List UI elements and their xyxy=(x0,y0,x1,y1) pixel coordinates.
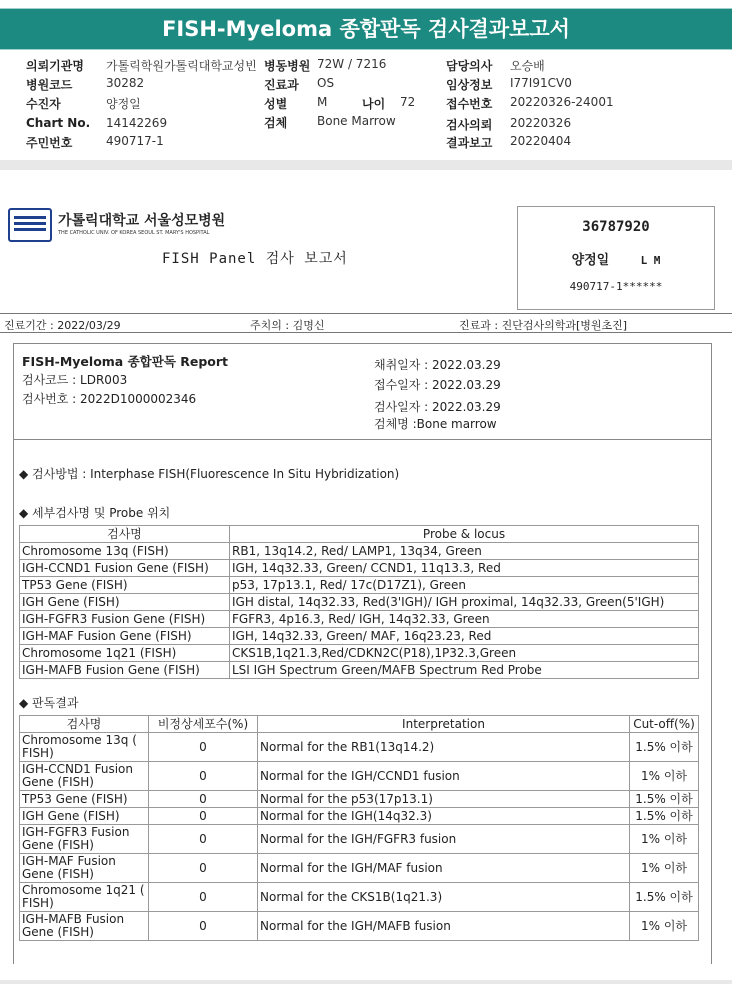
probe-cell: IGH distal, 14q32.33, Red(3'IGH)/ IGH proximal, 14q32.33, Green(5'IGH) xyxy=(230,594,699,611)
table-header: 비정상세포수(%) xyxy=(149,716,258,733)
table-row xyxy=(20,791,699,808)
test-name-cell: TP53 Gene (FISH) xyxy=(20,791,149,808)
table-row xyxy=(20,662,699,679)
table-row xyxy=(20,543,699,560)
hospital-code-label: 병원코드 xyxy=(26,78,73,92)
probe-cell: IGH, 14q32.33, Green/ CCND1, 11q13.3, Red xyxy=(230,560,699,577)
table-row xyxy=(20,594,699,611)
visit-date: 진료기간 : 2022/03/29 xyxy=(4,319,121,332)
table-header: 검사명 xyxy=(20,716,149,733)
interpretation-cell: Normal for the IGH/MAF fusion xyxy=(258,854,630,883)
patient-name: 양정일 L M xyxy=(571,253,661,268)
sex-value: M xyxy=(317,95,328,109)
sex-label: 성별 xyxy=(264,97,288,111)
doctor-value: 오승배 xyxy=(510,59,545,73)
table-row xyxy=(20,560,699,577)
cutoff-cell: 1.5% 이하 xyxy=(630,808,699,825)
clinical-label: 임상정보 xyxy=(446,78,493,92)
hospital-name: 가톨릭대학교 서울성모병원 xyxy=(58,213,226,229)
report-value: 20220404 xyxy=(510,134,572,148)
visit-department: 진료과 : 진단검사의학과[병원초진] xyxy=(459,319,628,332)
probe-cell: FGFR3, 4p16.3, Red/ IGH, 14q32.33, Green xyxy=(230,611,699,628)
specimen-label: 검체 xyxy=(264,116,288,130)
table-header: Interpretation xyxy=(258,716,630,733)
interpretation-cell: Normal for the IGH(14q32.3) xyxy=(258,808,630,825)
probe-table xyxy=(19,525,699,679)
abnormal-count-cell: 0 xyxy=(149,733,258,762)
receipt-date: 접수일자 : 2022.03.29 xyxy=(374,378,501,392)
test-code: 검사코드 : LDR003 xyxy=(22,373,128,387)
cutoff-cell: 1% 이하 xyxy=(630,825,699,854)
interpretation-cell: Normal for the RB1(13q14.2) xyxy=(258,733,630,762)
probe-cell: LSI IGH Spectrum Green/MAFB Spectrum Red Probe xyxy=(230,662,699,679)
test-name-cell: Chromosome 1q21 ( FISH) xyxy=(20,883,149,912)
table-row xyxy=(20,628,699,645)
abnormal-count-cell: 0 xyxy=(149,883,258,912)
report-banner-title: FISH-Myeloma 종합판독 검사결과보고서 xyxy=(0,8,732,50)
patient-id: 36787920 xyxy=(582,219,650,235)
visit-info-line xyxy=(0,313,732,333)
hospital-name-en: THE CATHOLIC UNIV. OF KOREA SEOUL ST. MARY'S HOSPITAL xyxy=(58,230,210,236)
rrn-value: 490717-1 xyxy=(106,134,164,148)
patient-id-box xyxy=(517,206,715,310)
test-name-cell: IGH Gene (FISH) xyxy=(20,594,230,611)
cutoff-cell: 1% 이하 xyxy=(630,762,699,791)
hospital-code-value: 30282 xyxy=(106,76,145,90)
test-name-cell: IGH-MAF Fusion Gene (FISH) xyxy=(20,628,230,645)
interpretation-cell: Normal for the IGH/MAFB fusion xyxy=(258,912,630,941)
receipt-no-label: 접수번호 xyxy=(446,97,493,111)
institution-value: 가톨릭학원가톨릭대학교성빈 xyxy=(106,59,257,73)
table-row xyxy=(20,762,699,791)
table-row xyxy=(20,577,699,594)
probe-cell: RB1, 13q14.2, Red/ LAMP1, 13q34, Green xyxy=(230,543,699,560)
result-table xyxy=(19,715,699,941)
table-row xyxy=(20,808,699,825)
test-name-cell: Chromosome 1q21 (FISH) xyxy=(20,645,230,662)
specimen-value: Bone Marrow xyxy=(317,114,396,128)
result-section-title: ◆ 판독결과 xyxy=(19,696,79,710)
chart-no-label: Chart No. xyxy=(26,116,91,130)
patient-rrn: 490717-1****** xyxy=(569,280,663,293)
table-header-row xyxy=(20,526,699,543)
report-label: 결과보고 xyxy=(446,136,493,150)
doctor-label: 담당의사 xyxy=(446,59,493,73)
abnormal-count-cell: 0 xyxy=(149,825,258,854)
method-line: ◆ 검사방법 : Interphase FISH(Fluorescence In Situ Hybridization) xyxy=(19,467,400,481)
test-name-cell: IGH-MAFB Fusion Gene (FISH) xyxy=(20,662,230,679)
abnormal-count-cell: 0 xyxy=(149,912,258,941)
abnormal-count-cell: 0 xyxy=(149,854,258,883)
test-name-cell: Chromosome 13q ( FISH) xyxy=(20,733,149,762)
receipt-no-value: 20220326-24001 xyxy=(510,95,614,109)
test-name-cell: IGH-FGFR3 Fusion Gene (FISH) xyxy=(20,825,149,854)
table-row xyxy=(20,645,699,662)
institution-label: 의뢰기관명 xyxy=(26,59,84,73)
request-value: 20220326 xyxy=(510,116,572,130)
cutoff-cell: 1.5% 이하 xyxy=(630,733,699,762)
table-row xyxy=(20,825,699,854)
clinical-value: I77I91CV0 xyxy=(510,76,572,90)
test-name-cell: TP53 Gene (FISH) xyxy=(20,577,230,594)
ward-value: 72W / 7216 xyxy=(317,57,387,71)
table-row xyxy=(20,733,699,762)
chart-no-value: 14142269 xyxy=(106,116,168,130)
table-row xyxy=(20,883,699,912)
table-header-row xyxy=(20,716,699,733)
specimen-name: 검체명 :Bone marrow xyxy=(374,417,497,431)
table-row xyxy=(20,854,699,883)
probe-cell: p53, 17p13.1, Red/ 17c(D17Z1), Green xyxy=(230,577,699,594)
probe-cell: CKS1B,1q21.3,Red/CDKN2C(P18),1P32.3,Green xyxy=(230,645,699,662)
abnormal-count-cell: 0 xyxy=(149,808,258,825)
recipient-value: 양정일 xyxy=(106,97,141,111)
interpretation-cell: Normal for the CKS1B(1q21.3) xyxy=(258,883,630,912)
test-date: 검사일자 : 2022.03.29 xyxy=(374,400,501,414)
test-name-cell: IGH Gene (FISH) xyxy=(20,808,149,825)
interpretation-cell: Normal for the IGH/FGFR3 fusion xyxy=(258,825,630,854)
interpretation-cell: Normal for the IGH/CCND1 fusion xyxy=(258,762,630,791)
report-title: FISH-Myeloma 종합판독 Report xyxy=(22,354,229,369)
table-header: Cut-off(%) xyxy=(630,716,699,733)
age-value: 72 xyxy=(400,95,416,109)
dept-label: 진료과 xyxy=(264,78,299,92)
probe-section-title: ◆ 세부검사명 및 Probe 위치 xyxy=(19,506,171,520)
cutoff-cell: 1.5% 이하 xyxy=(630,791,699,808)
recipient-label: 수진자 xyxy=(26,97,61,111)
table-row xyxy=(20,611,699,628)
table-header: Probe & locus xyxy=(230,526,699,543)
ward-label: 병동병원 xyxy=(264,59,311,73)
report-subtitle: FISH Panel 검사 보고서 xyxy=(162,251,348,267)
test-name-cell: IGH-MAFB Fusion Gene (FISH) xyxy=(20,912,149,941)
test-name-cell: IGH-CCND1 Fusion Gene (FISH) xyxy=(20,560,230,577)
probe-cell: IGH, 14q32.33, Green/ MAF, 16q23.23, Red xyxy=(230,628,699,645)
collect-date: 채취일자 : 2022.03.29 xyxy=(374,358,501,372)
cutoff-cell: 1% 이하 xyxy=(630,854,699,883)
cutoff-cell: 1% 이하 xyxy=(630,912,699,941)
abnormal-count-cell: 0 xyxy=(149,791,258,808)
attending-physician: 주치의 : 김명신 xyxy=(250,319,325,332)
table-header: 검사명 xyxy=(20,526,230,543)
test-name-cell: IGH-CCND1 Fusion Gene (FISH) xyxy=(20,762,149,791)
age-label: 나이 xyxy=(362,97,386,111)
rrn-label: 주민번호 xyxy=(26,136,73,150)
test-name-cell: Chromosome 13q (FISH) xyxy=(20,543,230,560)
cutoff-cell: 1.5% 이하 xyxy=(630,883,699,912)
dept-value: OS xyxy=(317,76,335,90)
interpretation-cell: Normal for the p53(17p13.1) xyxy=(258,791,630,808)
test-name-cell: IGH-MAF Fusion Gene (FISH) xyxy=(20,854,149,883)
table-row xyxy=(20,912,699,941)
request-label: 검사의뢰 xyxy=(446,118,493,132)
hospital-emblem-icon xyxy=(8,208,52,242)
abnormal-count-cell: 0 xyxy=(149,762,258,791)
test-number: 검사번호 : 2022D1000002346 xyxy=(22,392,197,406)
test-name-cell: IGH-FGFR3 Fusion Gene (FISH) xyxy=(20,611,230,628)
